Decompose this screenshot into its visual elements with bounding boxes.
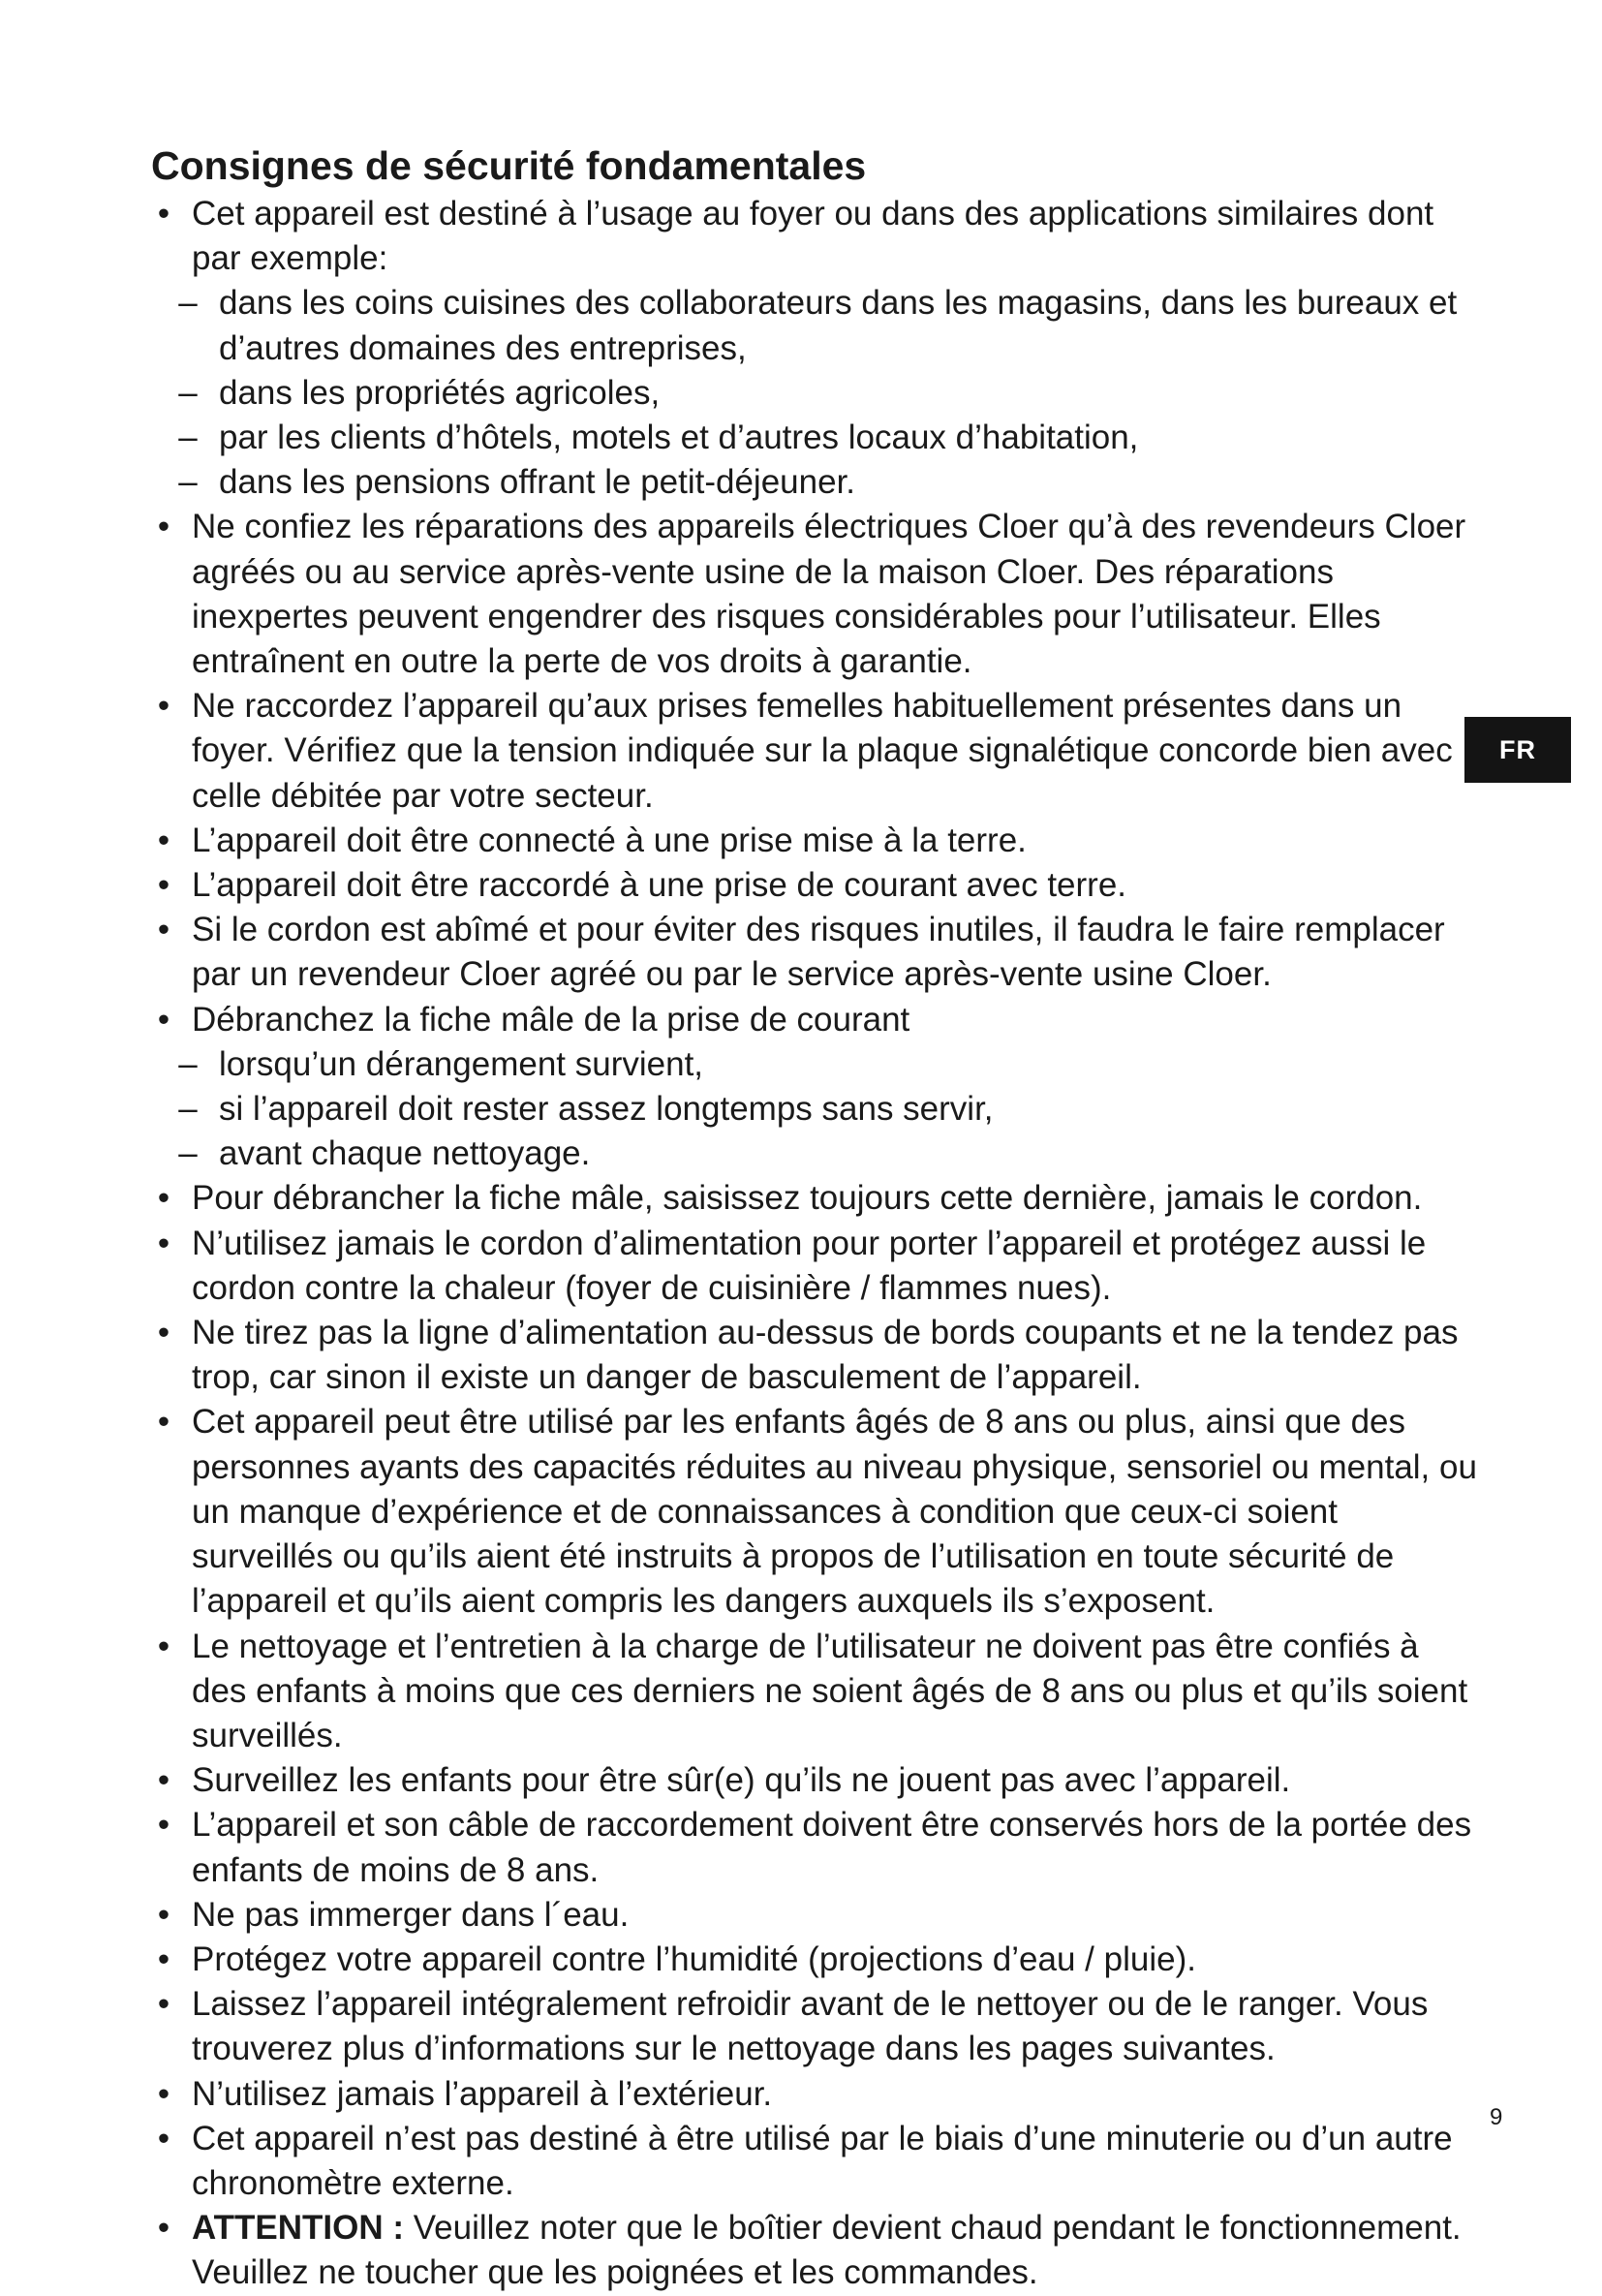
item-text: Protégez votre appareil contre l’humidité (projections d’eau / pluie).: [192, 1939, 1196, 1978]
item-text: par les clients d’hôtels, motels et d’autres locaux d’habitation,: [219, 419, 1139, 457]
bullet-marker: •: [157, 195, 170, 233]
bullet-marker: •: [157, 821, 170, 859]
bullet-marker: •: [157, 2074, 170, 2113]
bullet-item: [145, 908, 1482, 997]
bullet-marker: •: [157, 1314, 170, 1352]
item-text: N’utilisez jamais le cordon d’alimentation pour porter l’appareil et protégez aussi le cordon contre la chaleur (foyer de cuisinière / flammes nues).: [192, 1224, 1427, 1307]
dash-marker: –: [178, 284, 198, 323]
item-text: L’appareil doit être connecté à une prise mise à la terre.: [192, 821, 1027, 859]
item-text: Ne pas immerger dans l´eau.: [192, 1895, 630, 1934]
safety-instructions-list: [145, 192, 1482, 2296]
bullet-marker: •: [157, 687, 170, 726]
page-number: 9: [1490, 2104, 1503, 2130]
bullet-marker: •: [157, 2119, 170, 2157]
bullet-item: [145, 1625, 1482, 1759]
item-text: N’utilisez jamais l’appareil à l’extérieur.: [192, 2074, 773, 2113]
item-text: Cet appareil peut être utilisé par les enfants âgés de 8 ans ou plus, ainsi que des personnes ayants des capacités réduites au niveau physique, sensoriel ou mental, ou un manque d’expérience et de connaissances à condition que ceux-ci soient surveillés ou qu’ils aient été instruits à propos de l’utilisation en toute sécurité de l’appareil et qu’ils aient compris les dangers auxquels ils s’exposent.: [192, 1403, 1477, 1621]
dash-marker: –: [178, 1090, 198, 1129]
item-text: Débranchez la fiche mâle de la prise de courant: [192, 1000, 910, 1039]
item-text: dans les propriétés agricoles,: [219, 373, 661, 412]
item-text: Le nettoyage et l’entretien à la charge de l’utilisateur ne doivent pas être confiés à des enfants à moins que ces derniers ne soient âgés de 8 ans ou plus et qu’ils soient surveillés.: [192, 1627, 1468, 1754]
bullet-marker: •: [157, 1403, 170, 1442]
bullet-marker: •: [157, 1806, 170, 1845]
item-text: dans les coins cuisines des collaborateurs dans les magasins, dans les bureaux et d’autres domaines des entreprises,: [219, 284, 1458, 367]
item-text: Si le cordon est abîmé et pour éviter des risques inutiles, il faudra le faire remplacer par un revendeur Cloer agréé ou par le service après-vente usine Cloer.: [192, 911, 1445, 994]
item-text: si l’appareil doit rester assez longtemps sans servir,: [219, 1090, 994, 1129]
bullet-item: [145, 1982, 1482, 2071]
bullet-item: [145, 1311, 1482, 1400]
bullet-item: [145, 1893, 1482, 1938]
dash-marker: –: [178, 1134, 198, 1173]
sub-item: [145, 1132, 1482, 1176]
attention-label: ATTENTION :: [192, 2209, 405, 2248]
sub-item: [145, 416, 1482, 460]
bullet-item: [145, 1803, 1482, 1892]
bullet-item: [145, 192, 1482, 281]
bullet-item: [145, 2206, 1482, 2295]
bullet-item: [145, 1400, 1482, 1624]
sub-item: [145, 281, 1482, 370]
page-title: Consignes de sécurité fondamentales: [151, 143, 867, 188]
item-text: L’appareil doit être raccordé à une prise de courant avec terre.: [192, 866, 1127, 905]
sub-item: [145, 1087, 1482, 1132]
bullet-marker: •: [157, 2209, 170, 2248]
bullet-item: [145, 505, 1482, 684]
bullet-marker: •: [157, 1895, 170, 1934]
sub-item: [145, 460, 1482, 505]
language-tab: FR: [1464, 717, 1571, 783]
bullet-marker: •: [157, 1939, 170, 1978]
item-text: dans les pensions offrant le petit-déjeuner.: [219, 463, 856, 502]
item-text: L’appareil et son câble de raccordement doivent être conservés hors de la portée des enfants de moins de 8 ans.: [192, 1806, 1472, 1889]
dash-marker: –: [178, 463, 198, 502]
bullet-item: [145, 998, 1482, 1042]
item-text: Cet appareil est destiné à l’usage au foyer ou dans des applications similaires dont par exemple:: [192, 195, 1434, 278]
bullet-marker: •: [157, 1179, 170, 1218]
item-text: avant chaque nettoyage.: [219, 1134, 591, 1173]
item-text: Ne tirez pas la ligne d’alimentation au-dessus de bords coupants et ne la tendez pas trop, car sinon il existe un danger de basculement de l’appareil.: [192, 1314, 1459, 1397]
bullet-item: [145, 819, 1482, 863]
item-text: lorsqu’un dérangement survient,: [219, 1044, 704, 1083]
sub-item: [145, 371, 1482, 416]
dash-marker: –: [178, 419, 198, 457]
item-text: Ne confiez les réparations des appareils électriques Cloer qu’à des revendeurs Cloer agréés ou au service après-vente usine de la maison Cloer. Des réparations inexpertes peuvent engendrer des risques considérables pour l’utilisateur. Elles entraînent en outre la perte de vos droits à garantie.: [192, 508, 1466, 681]
bullet-item: [145, 2072, 1482, 2117]
bullet-item: [145, 1176, 1482, 1221]
bullet-marker: •: [157, 1224, 170, 1262]
bullet-item: [145, 1222, 1482, 1311]
bullet-marker: •: [157, 866, 170, 905]
bullet-marker: •: [157, 1000, 170, 1039]
item-text: Ne raccordez l’appareil qu’aux prises femelles habituellement présentes dans un foyer. Vérifiez que la tension indiquée sur la plaque signalétique concorde bien avec celle débitée par votre secteur.: [192, 687, 1453, 815]
bullet-item: [145, 863, 1482, 908]
sub-item: [145, 1042, 1482, 1087]
dash-marker: –: [178, 1044, 198, 1083]
bullet-item: [145, 1758, 1482, 1803]
item-text: Cet appareil n’est pas destiné à être utilisé par le biais d’une minuterie ou d’un autre chronomètre externe.: [192, 2119, 1453, 2202]
bullet-marker: •: [157, 1985, 170, 2024]
item-text: Veuillez noter que le boîtier devient chaud pendant le fonctionnement. Veuillez ne toucher que les poignées et les commandes.: [192, 2209, 1462, 2292]
bullet-marker: •: [157, 508, 170, 546]
bullet-marker: •: [157, 911, 170, 949]
dash-marker: –: [178, 373, 198, 412]
bullet-item: [145, 1938, 1482, 1982]
item-text: Surveillez les enfants pour être sûr(e) qu’ils ne jouent pas avec l’appareil.: [192, 1761, 1291, 1800]
bullet-marker: •: [157, 1627, 170, 1665]
bullet-item: [145, 684, 1482, 819]
bullet-marker: •: [157, 1761, 170, 1800]
item-text: Laissez l’appareil intégralement refroidir avant de le nettoyer ou de le ranger. Vous trouverez plus d’informations sur le nettoyage dans les pages suivantes.: [192, 1985, 1429, 2068]
item-text: Pour débrancher la fiche mâle, saisissez toujours cette dernière, jamais le cordon.: [192, 1179, 1423, 1218]
bullet-item: [145, 2117, 1482, 2206]
